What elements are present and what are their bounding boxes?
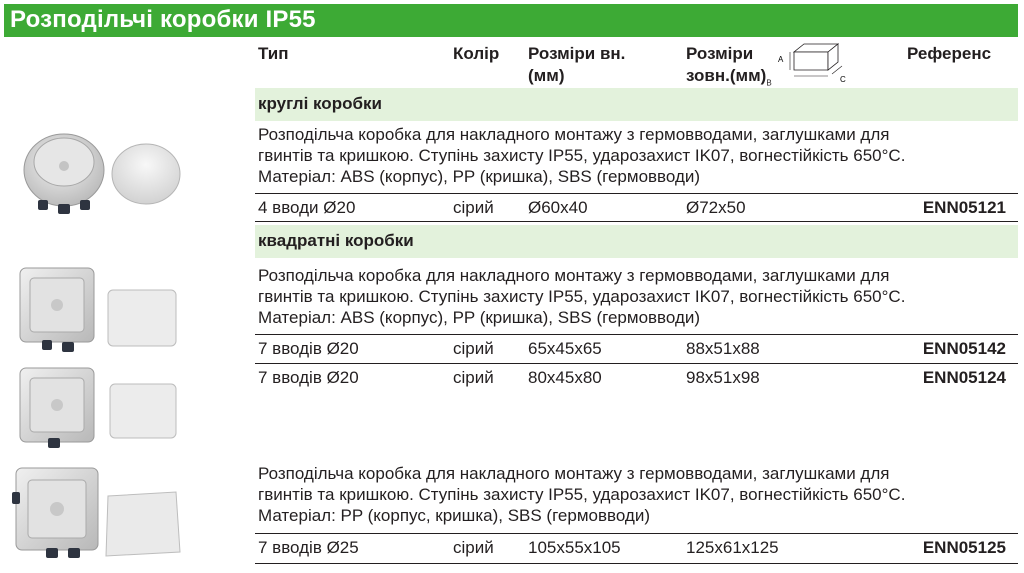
divider <box>255 193 1018 194</box>
divider <box>255 221 1018 222</box>
square-box-image <box>14 262 184 356</box>
divider <box>255 533 1018 534</box>
square-box-image <box>14 364 184 454</box>
description-square: Розподільча коробка для накладного монтажу з гермовводами, заглушками для гвинтів та кришкою. Ступінь захисту IP55, ударозахист IK07, вогнестійкість 650°C. Матеріал: ABS (корпус), PP (кришка), SBS (гермовводи) <box>258 266 906 327</box>
table-row: 7 вводів Ø20 сірий 65x45x65 88x51x88 ENN05142 <box>258 339 1006 358</box>
table-row: 7 вводів Ø25 сірий 105x55x105 125x61x125 ENN05125 <box>258 538 1006 557</box>
description-round: Розподільча коробка для накладного монтажу з гермовводами, заглушками для гвинтів та кришкою. Ступінь захисту IP55, ударозахист IK07, вогнестійкість 650°C. Матеріал: ABS (корпус), PP (кришка), SBS (гермовводи) <box>258 125 906 186</box>
group-square: квадратні коробки <box>255 225 1018 258</box>
table-row: 7 вводів Ø20 сірий 80x45x80 98x51x98 ENN05124 <box>258 368 1006 387</box>
divider <box>255 563 1018 564</box>
divider <box>255 334 1018 335</box>
header-type: Тип <box>258 44 289 63</box>
dim-b-label: B <box>766 78 772 88</box>
dim-a-label: A <box>778 55 784 64</box>
group-round: круглі коробки <box>255 88 1018 121</box>
header-color: Колір <box>453 44 500 63</box>
table-row: 4 вводи Ø20 сірий Ø60x40 Ø72x50 ENN05121 <box>258 198 1006 217</box>
title-bar <box>4 4 1018 37</box>
header-ref: Референс <box>907 44 992 63</box>
divider <box>255 363 1018 364</box>
round-box-image <box>14 122 184 222</box>
dimension-box-icon <box>776 40 856 84</box>
page-title: Розподільчі коробки IP55 <box>10 6 316 33</box>
pp-square-box-image <box>10 462 186 562</box>
dim-c-label: C <box>840 75 846 84</box>
description-pp: Розподільча коробка для накладного монтажу з гермовводами, заглушками для гвинтів та кришкою. Ступінь захисту IP55, ударозахист IK07, вогнестійкість 650°C. Матеріал: PP (корпус, кришка), SBS (гермовводи) <box>258 464 906 525</box>
header-outer-size: Розміри $зовн.(мм)_B$ <box>686 44 772 88</box>
header-inner-size: Розміри вн. (мм) <box>528 44 626 85</box>
